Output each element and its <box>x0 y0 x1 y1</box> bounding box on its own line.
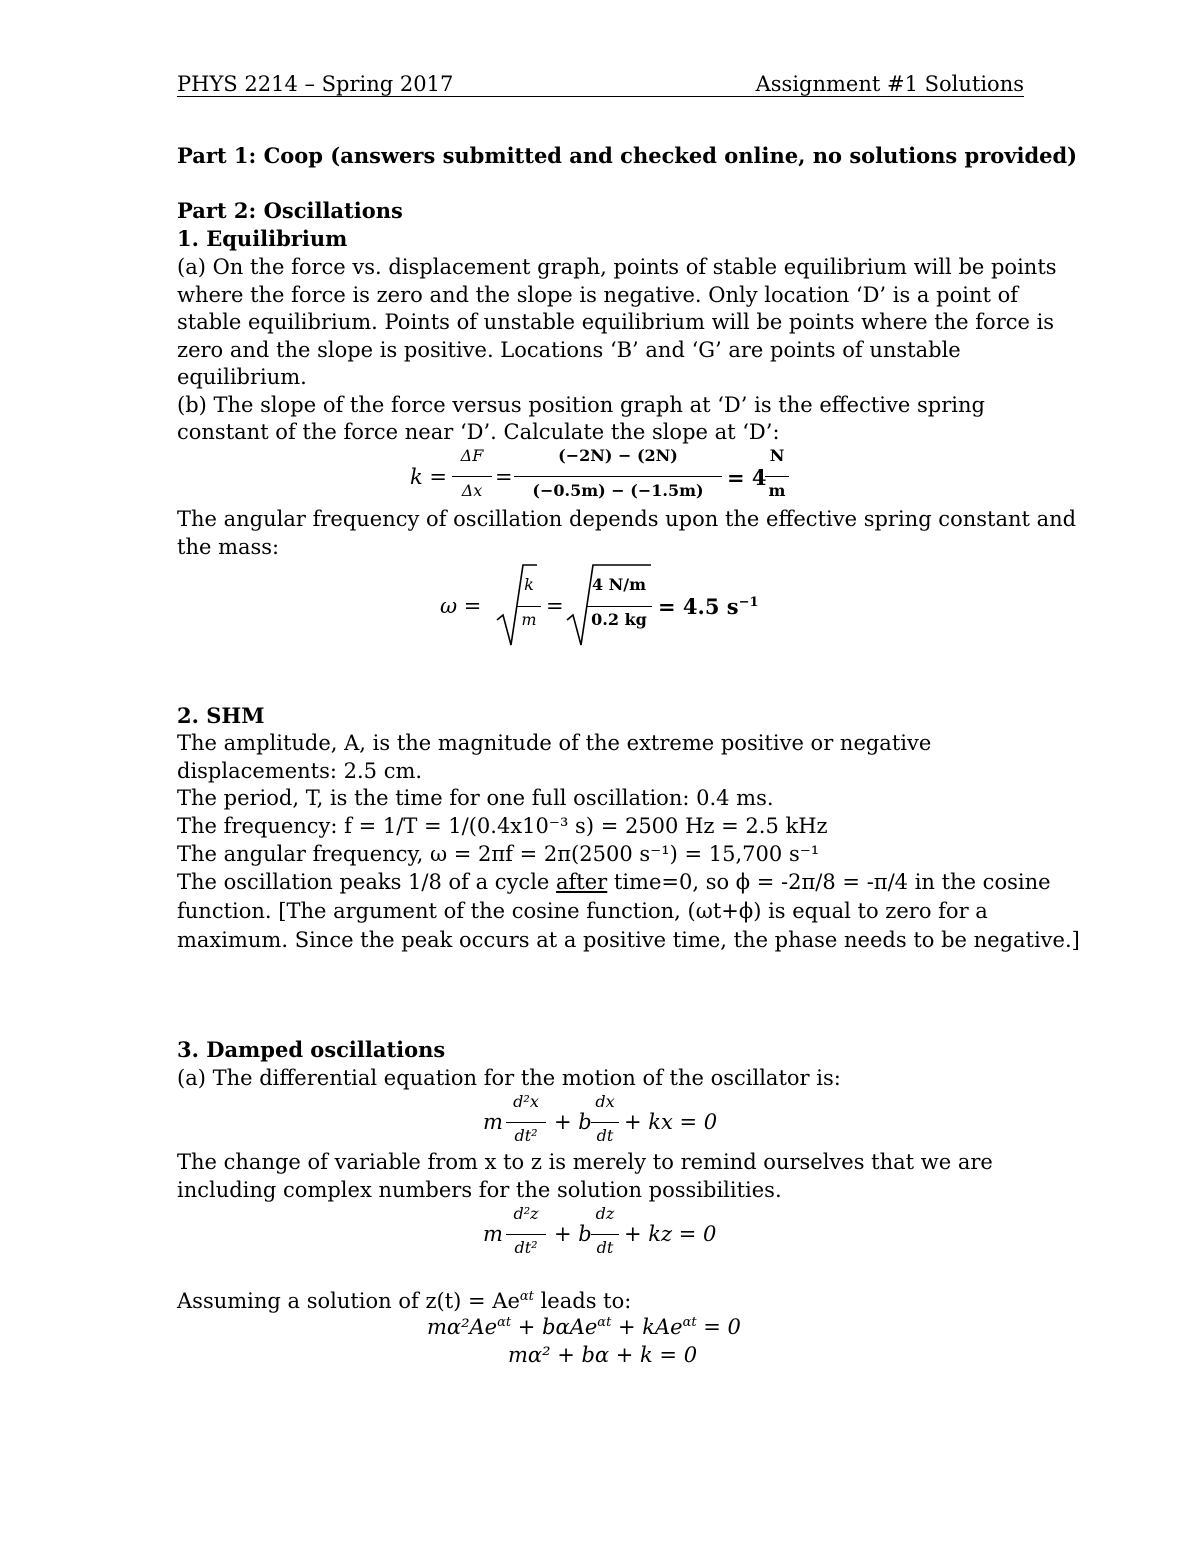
eq3: $m\alpha^2Ae^{\alpha t} + b\alpha Ae^{\alpha t} + kAe^{\alpha t} = 0$ <box>427 1315 741 1339</box>
q2-angfreq-line: The angular frequency, ω = 2πf = 2π(2500 s⁻¹) = 15,700 s⁻¹ <box>177 842 820 866</box>
eq-k-frac1-num: ΔF <box>460 446 484 465</box>
q1a-line: equilibrium. <box>177 365 307 389</box>
q3-change-line: including complex numbers for the solution possibilities. <box>177 1178 782 1202</box>
fraction-bar <box>765 476 789 477</box>
part1-heading: Part 1: Coop (answers submitted and checked online, no solutions provided) <box>177 143 1078 168</box>
q1b-line: (b) The slope of the force versus position graph at ‘D’ is the effective spring <box>177 393 985 417</box>
fraction-bar <box>517 606 541 607</box>
eq-omega-f2-den: 0.2 kg <box>591 610 647 629</box>
q2-line: maximum. Since the peak occurs at a positive time, the phase needs to be negative.] <box>177 928 1080 952</box>
eq2-num1: d²z <box>513 1204 539 1223</box>
eq-k-frac1-den: Δx <box>461 481 483 500</box>
q1a-line: zero and the slope is positive. Locations ‘B’ and ‘G’ are points of unstable <box>177 338 961 362</box>
header-right: Assignment #1 Solutions <box>755 72 1024 96</box>
eq1-m: m <box>483 1110 503 1134</box>
sqrt-signs <box>495 560 655 650</box>
eq2-m: m <box>483 1222 503 1246</box>
eq-omega-f1-num: k <box>524 575 534 594</box>
fraction-bar <box>506 1234 546 1235</box>
eq2-rest: + kz = 0 <box>624 1222 717 1246</box>
eq2-plus-b: + b <box>554 1222 592 1246</box>
q1a-line: stable equilibrium. Points of unstable equilibrium will be points where the force is <box>177 310 1055 334</box>
eq1-rest: + kx = 0 <box>624 1110 718 1134</box>
q1-omega-line: The angular frequency of oscillation depends upon the effective spring constant and <box>177 507 1077 531</box>
header-rule <box>177 96 1024 97</box>
eq-k-frac2-den: (−0.5m) − (−1.5m) <box>532 481 704 500</box>
eq4: mα² + bα + k = 0 <box>508 1343 698 1367</box>
q1-omega-line: the mass: <box>177 535 280 559</box>
eq1-den1: dt² <box>514 1126 538 1145</box>
q2-line: The period, T, is the time for one full oscillation: 0.4 ms. <box>177 786 774 810</box>
q3a-line: (a) The differential equation for the motion of the oscillator is: <box>177 1066 841 1090</box>
eq-omega-lhs: ω = <box>440 594 482 618</box>
q2-line: displacements: 2.5 cm. <box>177 759 423 783</box>
q3-heading: 3. Damped oscillations <box>177 1037 446 1062</box>
fraction-bar <box>452 476 492 477</box>
q2-line: function. [The argument of the cosine function, (ωt+ϕ) is equal to zero for a <box>177 899 988 923</box>
eq1-plus-b: + b <box>554 1110 592 1134</box>
eq-k-eq3: = 4 <box>727 465 767 490</box>
q1a-line: where the force is zero and the slope is negative. Only location ‘D’ is a point of <box>177 283 1018 307</box>
q3-change-line: The change of variable from x to z is merely to remind ourselves that we are <box>177 1150 993 1174</box>
q2-freq-line: The frequency: f = 1/T = 1/(0.4x10⁻³ s) = 2500 Hz = 2.5 kHz <box>177 814 828 838</box>
q1-heading: 1. Equilibrium <box>177 226 348 251</box>
eq2-num2: dz <box>595 1204 615 1223</box>
eq-omega-f2-num: 4 N/m <box>591 575 647 594</box>
q2-peak-line: The oscillation peaks 1/8 of a cycle after time=0, so ϕ = -2π/8 = -π/4 in the cosine <box>177 870 1051 894</box>
eq-k-lhs: k = <box>410 465 447 489</box>
eq1-num1: d²x <box>513 1092 539 1111</box>
q2-line: The amplitude, A, is the magnitude of the extreme positive or negative <box>177 731 932 755</box>
fraction-bar <box>514 476 722 477</box>
q2-heading: 2. SHM <box>177 703 265 728</box>
q3-assume-line: Assuming a solution of $z(t) = Ae^{\alpha t}$ leads to: <box>177 1289 632 1313</box>
header-left: PHYS 2214 – Spring 2017 <box>177 72 454 96</box>
eq-k-unit-den: m <box>768 481 786 500</box>
eq-omega-eq2: = <box>546 594 564 618</box>
fraction-bar <box>591 1234 619 1235</box>
fraction-bar <box>591 1122 619 1123</box>
q1a-line: (a) On the force vs. displacement graph, points of stable equilibrium will be points <box>177 255 1057 279</box>
eq-k-eq2: = <box>495 465 513 489</box>
eq1-num2: dx <box>595 1092 615 1111</box>
fraction-bar <box>506 1122 546 1123</box>
eq2-den2: dt <box>596 1238 614 1257</box>
fraction-bar <box>586 606 652 607</box>
eq-omega-result: = 4.5 $s^{-1}$ <box>658 594 759 619</box>
q1b-line: constant of the force near ‘D’. Calculate the slope at ‘D’: <box>177 420 780 444</box>
eq-omega-f1-den: m <box>521 610 537 629</box>
eq2-den1: dt² <box>514 1238 538 1257</box>
eq1-den2: dt <box>596 1126 614 1145</box>
part2-heading: Part 2: Oscillations <box>177 198 403 223</box>
eq-k-frac2-num: (−2N) − (2N) <box>558 446 678 465</box>
eq-k-unit-num: N <box>769 446 785 465</box>
